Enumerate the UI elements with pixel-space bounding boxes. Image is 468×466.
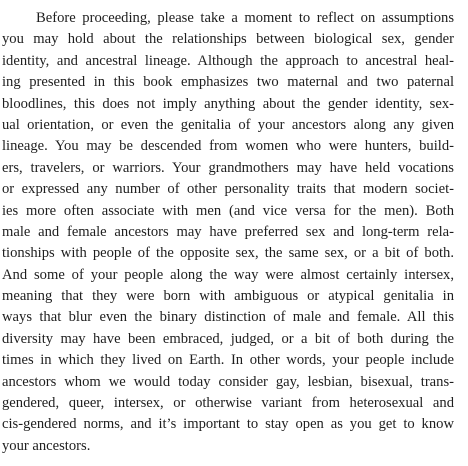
paragraph-line: ing presented in this book emphasizes two maternal and two paternal (2, 74, 454, 91)
paragraph-line: gendered, queer, intersex, or otherwise variant from heterosexual and (2, 395, 454, 412)
body-paragraph (2, 8, 454, 457)
paragraph-line: meaning that they were born with ambiguous or atypical genitalia in (2, 288, 454, 305)
paragraph-line: male and female ancestors may have preferred sex and long-term rela- (2, 223, 454, 240)
paragraph-line: ies more often associate with men (and vice versa for the men). Both (2, 202, 454, 219)
paragraph-line: ual orientation, or even the genitalia of your ancestors along any given (2, 116, 454, 133)
paragraph-line: ways that blur even the binary distinction of male and female. All this (2, 309, 454, 326)
paragraph-line: you may hold about the relationships between biological sex, gender (2, 31, 454, 48)
paragraph-line: diversity may have been embraced, judged, or a bit of both during the (2, 330, 454, 347)
paragraph-line: bloodlines, this does not imply anything about the gender identity, sex- (2, 95, 454, 112)
paragraph-line: And some of your people along the way were almost certainly intersex, (2, 266, 454, 283)
paragraph-line: identity, and ancestral lineage. Although the approach to ancestral heal- (2, 52, 454, 69)
paragraph-line: lineage. You may be descended from women who were hunters, build- (2, 138, 454, 155)
paragraph-line: ers, travelers, or warriors. Your grandmothers may have held vocations (2, 159, 454, 176)
paragraph-line: ancestors whom we would today consider gay, lesbian, bisexual, trans- (2, 373, 454, 390)
paragraph-line: cis-gendered norms, and it’s important to stay open as you get to know (2, 416, 454, 433)
paragraph-line: tionships with people of the opposite sex, the same sex, or a bit of both. (2, 245, 454, 262)
paragraph-line: times in which they lived on Earth. In other words, your people include (2, 352, 454, 369)
paragraph-line: or expressed any number of other personality traits that modern societ- (2, 181, 454, 198)
paragraph-line: Before proceeding, please take a moment to reflect on assumptions (36, 10, 454, 26)
paragraph-line: your ancestors. (2, 437, 91, 454)
